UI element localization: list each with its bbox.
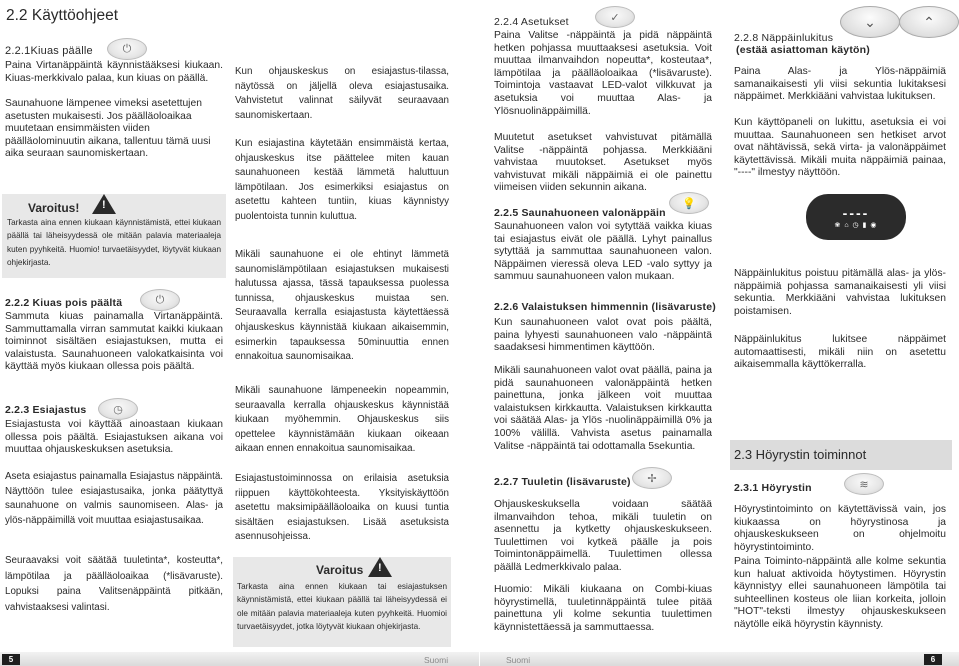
section-heading-2-3-1: 2.3.1 Höyrystin <box>734 482 812 494</box>
paragraph: Huomio: Mikäli kiukaana on Combi-kiuas höyrystimellä, tuuletinnäppäintä tulee pitää painettuna yli kolme sekuntia tuulettimen käynnistettäessä ja sammuttaessa. <box>494 584 712 633</box>
paragraph: Kun esiajastina käytetään ensimmäistä kertaa, ohjauskeskus itse päättelee miten kauan saunahuoneen kestää lämmetä haluttuun lämpötilaan. Jos esimerkiksi esiajastus on asetettu kahteen tuntiin, kiuas käynnistyy puolentoista tunnin kuluttua. <box>235 138 449 222</box>
page-number: 6 <box>924 654 942 665</box>
power-button-icon: ⏻ <box>140 289 180 311</box>
section-heading-2-2-2: 2.2.2 Kiuas pois päältä <box>5 297 123 309</box>
clock-button-icon: ◷ <box>98 398 138 420</box>
paragraph: Mikäli saunahuone ei ole ehtinyt lämmetä saunomislämpötilaan esiajastuksen mukaisesti halutussa ajassa, tässä tapauksessa puolessa tunnissa, ohjauskeskus muistaa sen. Seuraavalla kerralla esiajastusta käytettäessä ohjauskeskus käynnistää kiukaan aikaisemmin, esimerkin tapauksessa 50minuuttia ennen ennakoitua saunomisaikaa. <box>235 249 449 363</box>
paragraph: Höyrystintoiminto on käytettävissä vain, jos kiukaassa on höyrystinosa ja ohjauskeskukseen on ohjelmoitu höyrystintoiminto. <box>734 504 946 553</box>
paragraph: Mikäli saunahuone lämpeneekin nopeammin, seuraavalla kerralla ohjauskeskus käynnistää kiukaan myöhemmin. Ohjauskeskus siis opettelee käynnistämään kiukaan oikeaan aikaan ennen ennakoitua saunomisaikaa. <box>235 385 449 455</box>
section-heading-2-2-3: 2.2.3 Esiajastus <box>5 404 87 416</box>
paragraph: Kun saunahuoneen valot ovat pois päältä, paina lyhyesti saunahuoneen valo -näppäintä saadaksesi himmentimen käyttöön. <box>494 317 712 354</box>
paragraph: Ohjauskeskuksella voidaan säätää ilmanvaihdon tehoa, mikäli tuuletin on asennettu ja kytketty ohjauskeskukseen. Tuulettimen voi kytkeä päälle ja pois Toimintonäppäimellä. Tuulettimen ollessa päällä Ledmerkkivalo palaa. <box>494 499 712 573</box>
paragraph: Saunahuone lämpenee vimeksi asetettujen asetusten mukaisesti. Jos päälläoloaikaa muutetaan ensimmäisten viiden päälläolominuutin aikana, tallentuu tämä uusi aika seuraan saunomiskertaan. <box>5 98 211 160</box>
select-button-icon: ✓ <box>595 6 635 28</box>
section-heading-2-2-4: 2.2.4 Asetukset <box>494 16 569 28</box>
fan-button-icon: ✢ <box>632 467 672 489</box>
warning-title: Varoitus! <box>28 201 80 215</box>
paragraph: Näppäinlukitus poistuu pitämällä alas- ja ylös-näppäimiä pohjassa samanaikaisesti yli viisi sekuntia. Merkkiääni vahvistaa lukituksen poistamisen. <box>734 268 946 317</box>
paragraph: Paina Toiminto-näppäintä alle kolme sekuntia kun haluat aktivoida höytystimen. Höyrystin käynnistyy ellei saunahuoneen lämpötila tai suhteellinen kosteus ole liian korkeita, jolloin "HOT"-teksti ilmestyy ohjauskeskukseen näytölle eikä höyrystin käynnisty. <box>734 556 946 630</box>
paragraph: Sammuta kiuas painamalla Virtanäppäintä. Sammuttamalla virran sammutat kaikki kiukaan toiminnot sisältäen esiajastuksen, mutta ei valaistusta. Saunahuoneen valokatkaisinta voi käyttää myös kiukaan ollessa pois päältä. <box>5 311 223 373</box>
footer-strip <box>0 652 479 666</box>
paragraph: Aseta esiajastus painamalla Esiajastus näppäintä. Näyttöön tulee esiajastusaika, jonka päätyttyä saunahuone on valmis saunomiseen. Alas- ja ylös-näppäimillä voit muuttaa esiajastusaikaa. <box>5 471 223 526</box>
section-heading-2-2-5: 2.2.5 Saunahuoneen valonäppäin <box>494 207 666 219</box>
paragraph: Esiajastusta voi käyttää ainoastaan kiukaan ollessa pois päältä. Esiajastuksen aikana voi muuttaa ohjauskeskuksen asetuksia. <box>5 419 223 456</box>
section-subheading: (estää asiattoman käytön) <box>736 44 870 56</box>
light-bulb-icon: 💡 <box>669 192 709 214</box>
power-button-icon: ⏻ <box>107 38 147 60</box>
paragraph: Mikäli saunahuoneen valot ovat päällä, paina ja pidä saunahuoneen valonäppäintä hetken painettuna, jonka jälkeen voit muuttaa valaistuksen kirkkautta. Valaistuksen kirkkautta voi säätää Alas- ja Ylös -nuolinäppäimillä 0% ja 100% välillä. Vahvista asetus painamalla Valitse -näppäintä tai odottamalla 5sekuntia. <box>494 365 712 452</box>
paragraph: Seuraavaksi voit säätää tuuletinta*, kosteutta*, lämpötilaa ja päälläoloaikaa (*lisävaruste). Lopuksi paina Valitsenäppäintä pitkään, vahvistaaksesi valintasi. <box>5 555 223 613</box>
paragraph: Kun käyttöpaneli on lukittu, asetuksia ei voi muuttaa. Saunahuoneen sen hetkiset arvot ovat nähtävissä, sekä virta- ja valonäppäimet käytettävissä. Mikäli muita näppäimiä painaa, "----" ilmestyy näyttöön. <box>734 117 946 179</box>
footer-strip <box>480 652 959 666</box>
paragraph: Paina Virtanäppäintä käynnistääksesi kiukaan. Kiuas-merkkivalo palaa, kun kiuas on päällä. <box>5 60 223 84</box>
paragraph: Näppäinlukitus lukitsee näppäimet automaattisesti, mikäli niin on asetettu aikaisemmalla käyttökerralla. <box>734 334 946 371</box>
section-heading-2-2-6: 2.2.6 Valaistuksen himmennin (lisävaruste) <box>494 301 716 313</box>
paragraph: Esiajastustoiminnossa on erilaisia asetuksia riippuen käyttökohteesta. Yksityiskäyttöön asetettu maksimipäälläoloaika on kuusi tuntia sisältäen esiajastuksen. Lisää asetuksista asennusohjeissa. <box>235 473 449 543</box>
section-heading-2-2-8: 2.2.8 Näppäinlukitus <box>734 32 834 44</box>
page-number: 5 <box>2 654 20 665</box>
warning-title: Varoitus <box>316 563 364 577</box>
paragraph: Paina Alas- ja Ylös-näppäimiä samanaikaisesti yli viisi sekuntia lukitaksesi näppäimet. Merkkiääni vahvistaa lukituksen. <box>734 66 946 103</box>
up-arrow-button-icon: ⌃ <box>899 6 959 38</box>
paragraph: Muutetut asetukset vahvistuvat pitämällä Valitse -näppäintä pohjassa. Merkkiääni vahvistaa muutokset. Asetukset myös vahvistuvat mikäli näppäimiä ei ole painettu viimeisen viiden sekunnin aikana. <box>494 132 712 194</box>
steam-button-icon: ≋ <box>844 473 884 495</box>
control-panel-display <box>806 194 906 240</box>
page-title: 2.2 Käyttöohjeet <box>6 7 119 24</box>
right-page <box>480 0 959 666</box>
down-arrow-button-icon: ⌄ <box>840 6 900 38</box>
footer-language: Suomi <box>506 655 531 665</box>
paragraph: Saunahuoneen valon voi sytyttää vaikka kiuas tai esiajastus eivät ole päällä. Lyhyt painallus sytyttää ja sammuttaa saunahuoneen valon. Näppäimen vieressä oleva LED -valo syttyy ja sammuu saunahuoneen valon mukaan. <box>494 221 712 283</box>
paragraph: Kun ohjauskeskus on esiajastus-tilassa, näytössä on jäljellä oleva esiajastusaika. Vahvistetut valinnat säilyvät seuraavaan saunomiskertaan. <box>235 66 449 121</box>
display-indicator-icons: ❀ ⌂ ◷ ▮ ◉ <box>834 222 878 229</box>
section-heading-2-2-1: 2.2.1Kiuas päälle <box>5 45 93 57</box>
warning-text: Tarkasta aina ennen kiukaan tai esiajastuksen käynnistämistä, ettei kiukaan päällä tai läheisyydessä ei ole mitään palavia materiaaleja kuten pyyhkeitä. Huomioi turvaetäisyydet, jotka löytyvät kiukaan ohjekirjasta. <box>237 582 447 631</box>
left-page <box>0 0 479 666</box>
section-heading-2-2-7: 2.2.7 Tuuletin (lisävaruste) <box>494 476 631 488</box>
paragraph: Paina Valitse -näppäintä ja pidä näppäintä hetken pohjassa muuttaaksesi asetuksia. Voit muuttaa ilmanvaihdon nopeutta*, kosteutaa*, lämpötilaa ja päälläoloaikaa (*lisävaruste). Toimintoja vastaavat LED-valot vilkkuvat ja asetuksia voi muuttaa Alas- ja Ylösnuolinäppäimillä. <box>494 30 712 117</box>
warning-icon: ! <box>92 194 116 214</box>
footer-language: Suomi <box>424 655 449 665</box>
warning-text: Tarkasta aina ennen kiukaan käynnistämistä, ettei kiukaan päällä tai läheisyydessä ole mitään palavia materiaaleja kuten pyyhkeitä. Huomio! turvaetäisyydet, löytyvät kiukaan ohjekirjasta. <box>7 218 221 267</box>
warning-icon: ! <box>368 557 392 577</box>
display-text: ---- <box>842 205 870 221</box>
section-heading-2-3: 2.3 Höyrystin toiminnot <box>734 447 867 462</box>
